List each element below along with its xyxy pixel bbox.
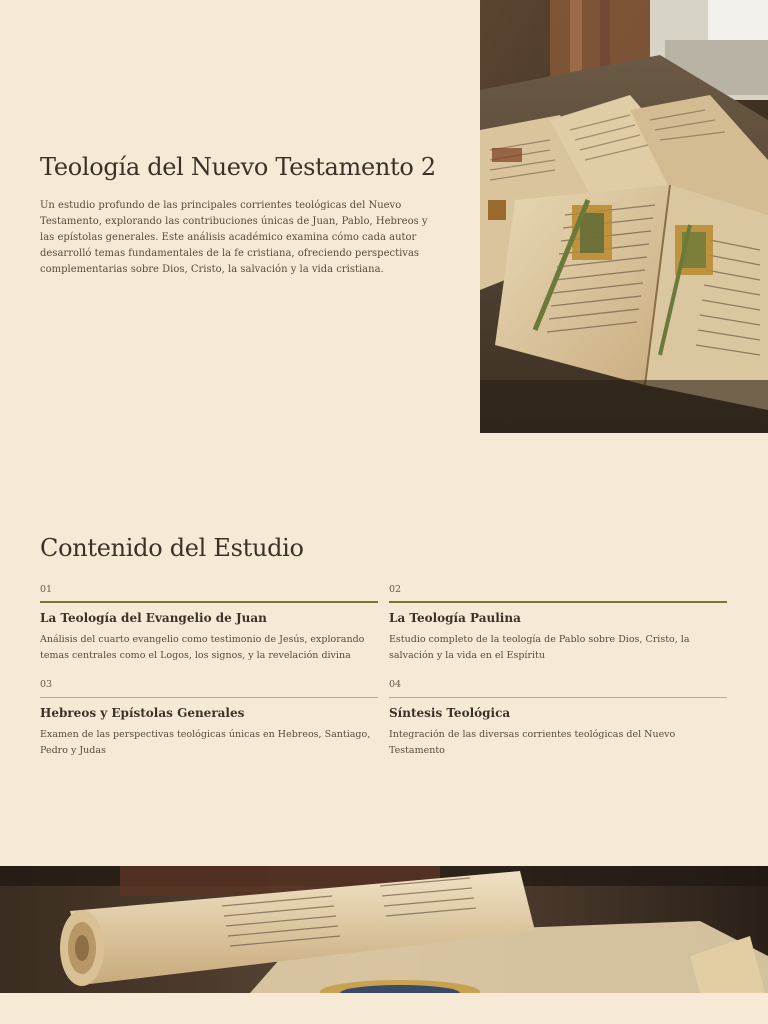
- card-title: La Teología del Evangelio de Juan: [40, 611, 267, 625]
- card-number: 04: [389, 679, 402, 690]
- card-description: Análisis del cuarto evangelio como testimonio de Jesús, explorando temas centrales como el Logos, los signos, y la revelación divina: [40, 634, 365, 661]
- card-divider: [40, 601, 378, 603]
- card-divider: [40, 697, 378, 698]
- card-description: Integración de las diversas corrientes teológicas del Nuevo Testamento: [389, 729, 676, 756]
- scroll-photo: [0, 866, 768, 993]
- card-number: 02: [389, 584, 402, 595]
- content-card[interactable]: [40, 583, 378, 664]
- card-title: Síntesis Teológica: [389, 706, 511, 720]
- page-title: Teología del Nuevo Testamento 2: [40, 153, 436, 181]
- card-title: La Teología Paulina: [389, 611, 521, 625]
- card-title: Hebreos y Epístolas Generales: [40, 706, 245, 720]
- card-number: 03: [40, 679, 53, 690]
- card-description: Examen de las perspectivas teológicas únicas en Hebreos, Santiago, Pedro y Judas: [40, 729, 371, 756]
- contents-section-title: Contenido del Estudio: [40, 534, 304, 562]
- hero-description: Un estudio profundo de las principales corrientes teológicas del Nuevo Testamento, explorando las contribuciones únicas de Juan, Pablo, Hebreos y las epístolas generales. Este análisis académico examina cómo cada autor desarrolló temas fundamentales de la fe cristiana, ofreciendo perspectivas complementarias sobre Dios, Cristo, la salvación y la vida cristiana.: [40, 200, 428, 275]
- manuscripts-photo: [480, 0, 768, 433]
- card-divider: [389, 601, 727, 603]
- content-card[interactable]: [40, 678, 378, 759]
- content-card[interactable]: [389, 678, 727, 759]
- card-number: 01: [40, 584, 53, 595]
- content-card[interactable]: [389, 583, 727, 664]
- card-divider: [389, 697, 727, 698]
- card-description: Estudio completo de la teología de Pablo sobre Dios, Cristo, la salvación y la vida en el Espíritu: [389, 634, 690, 661]
